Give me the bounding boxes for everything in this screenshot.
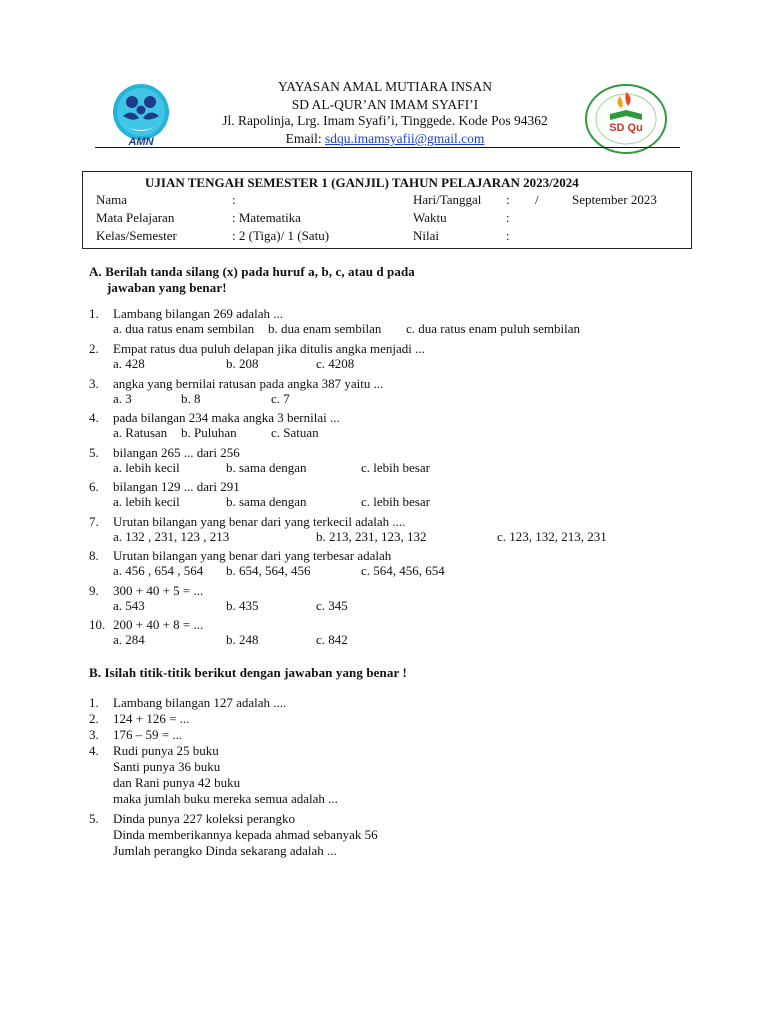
question-number: 10. — [89, 617, 106, 632]
option-c: c. dua ratus enam puluh sembilan — [406, 321, 581, 336]
option-c: c. 4208 — [316, 356, 355, 371]
email-link[interactable]: sdqu.imamsyafii@gmail.com — [324, 131, 485, 146]
school-address: Jl. Rapolinja, Lrg. Imam Syafi’i, Tinggede. Kode Pos 94362 — [222, 113, 548, 128]
mapel-label: Mata Pelajaran — [96, 210, 175, 225]
option-c: c. lebih besar — [361, 494, 430, 509]
question-text: angka yang bernilai ratusan pada angka 387 yaitu ... — [113, 376, 384, 391]
option-a: a. 284 — [113, 632, 145, 647]
school-logo-text: SD Qu — [609, 122, 643, 134]
question-text: bilangan 265 ... dari 256 — [113, 445, 240, 460]
exam-title: UJIAN TENGAH SEMESTER 1 (GANJIL) TAHUN PELAJARAN 2023/2024 — [145, 175, 579, 190]
option-a: a. lebih kecil — [113, 460, 180, 475]
hari-colon: : — [506, 192, 510, 207]
waktu-colon: : — [506, 210, 510, 225]
option-a: a. 3 — [113, 391, 132, 406]
question-number: 1. — [89, 306, 99, 321]
option-c: c. 842 — [316, 632, 348, 647]
question-text: Lambang bilangan 269 adalah ... — [113, 306, 284, 321]
school-email-line — [190, 130, 580, 148]
item-number: 5. — [89, 811, 99, 826]
question-number: 9. — [89, 583, 99, 598]
kelas-label: Kelas/Semester — [96, 228, 177, 243]
question-text: 200 + 40 + 8 = ... — [113, 617, 204, 632]
item-line: Lambang bilangan 127 adalah .... — [113, 695, 287, 710]
option-a: a. 456 , 654 , 564 — [113, 563, 204, 578]
option-c: c. Satuan — [271, 425, 319, 440]
item-number: 1. — [89, 695, 99, 710]
question-text: bilangan 129 ... dari 291 — [113, 479, 240, 494]
exam-info-box — [82, 171, 692, 249]
option-b: b. 8 — [181, 391, 201, 406]
item-line: Santi punya 36 buku — [113, 759, 221, 774]
question-number: 5. — [89, 445, 99, 460]
question-text: Urutan bilangan yang benar dari yang terbesar adalah — [113, 548, 392, 563]
option-a: a. 132 , 231, 123 , 213 — [113, 529, 230, 544]
question-number: 4. — [89, 410, 99, 425]
item-line: Jumlah perangko Dinda sekarang adalah ... — [113, 843, 337, 858]
mapel-value: : Matematika — [232, 210, 301, 225]
foundation-logo-text: AMN — [128, 136, 154, 148]
option-a: a. dua ratus enam sembilan — [113, 321, 255, 336]
option-c: c. 7 — [271, 391, 290, 406]
option-b: b. 654, 564, 456 — [226, 563, 311, 578]
option-c: c. 345 — [316, 598, 348, 613]
question-text: Empat ratus dua puluh delapan jika ditulis angka menjadi ... — [113, 341, 425, 356]
email-label: Email: — [285, 131, 322, 146]
option-a: a. 543 — [113, 598, 145, 613]
header-divider — [95, 147, 680, 148]
foundation-name: YAYASAN AMAL MUTIARA INSAN — [278, 79, 492, 94]
school-name: SD AL-QUR’AN IMAM SYAFI’I — [291, 97, 479, 112]
hari-value: September 2023 — [572, 192, 657, 207]
foundation-logo — [103, 82, 179, 154]
option-c: c. 123, 132, 213, 231 — [497, 529, 607, 544]
question-text: Urutan bilangan yang benar dari yang terkecil adalah .... — [113, 514, 406, 529]
option-b: b. sama dengan — [226, 494, 307, 509]
option-a: a. Ratusan — [113, 425, 168, 440]
item-number: 3. — [89, 727, 99, 742]
school-logo — [584, 84, 668, 154]
question-number: 8. — [89, 548, 99, 563]
kelas-value: : 2 (Tiga)/ 1 (Satu) — [232, 228, 330, 243]
option-a: a. 428 — [113, 356, 145, 371]
question-number: 6. — [89, 479, 99, 494]
item-number: 4. — [89, 743, 99, 758]
section-a-title: A. Berilah tanda silang (x) pada huruf a, b, c, atau d pada — [89, 264, 415, 279]
item-number: 2. — [89, 711, 99, 726]
item-line: Dinda punya 227 koleksi perangko — [113, 811, 295, 826]
section-a-subtitle: jawaban yang benar! — [107, 280, 227, 295]
item-line: Dinda memberikannya kepada ahmad sebanyak 56 — [113, 827, 378, 842]
item-line: dan Rani punya 42 buku — [113, 775, 241, 790]
item-line: 124 + 126 = ... — [113, 711, 190, 726]
hari-slash: / — [535, 192, 539, 207]
option-b: b. 435 — [226, 598, 259, 613]
nilai-label: Nilai — [413, 228, 439, 243]
section-b-title: B. Isilah titik-titik berikut dengan jawaban yang benar ! — [89, 665, 407, 680]
nama-colon: : — [232, 192, 236, 207]
option-c: c. 564, 456, 654 — [361, 563, 445, 578]
item-line: 176 – 59 = ... — [113, 727, 183, 742]
nama-label: Nama — [96, 192, 128, 207]
option-b: b. 248 — [226, 632, 259, 647]
question-number: 7. — [89, 514, 99, 529]
question-number: 2. — [89, 341, 99, 356]
option-b: b. dua enam sembilan — [268, 321, 382, 336]
question-text: pada bilangan 234 maka angka 3 bernilai ... — [113, 410, 340, 425]
option-b: b. Puluhan — [181, 425, 237, 440]
item-line: Rudi punya 25 buku — [113, 743, 219, 758]
option-b: b. 208 — [226, 356, 259, 371]
waktu-label: Waktu — [413, 210, 447, 225]
nilai-colon: : — [506, 228, 510, 243]
option-b: b. sama dengan — [226, 460, 307, 475]
option-c: c. lebih besar — [361, 460, 430, 475]
question-number: 3. — [89, 376, 99, 391]
hari-label: Hari/Tanggal — [413, 192, 482, 207]
option-b: b. 213, 231, 123, 132 — [316, 529, 427, 544]
item-line: maka jumlah buku mereka semua adalah ... — [113, 791, 338, 806]
option-a: a. lebih kecil — [113, 494, 180, 509]
question-text: 300 + 40 + 5 = ... — [113, 583, 204, 598]
